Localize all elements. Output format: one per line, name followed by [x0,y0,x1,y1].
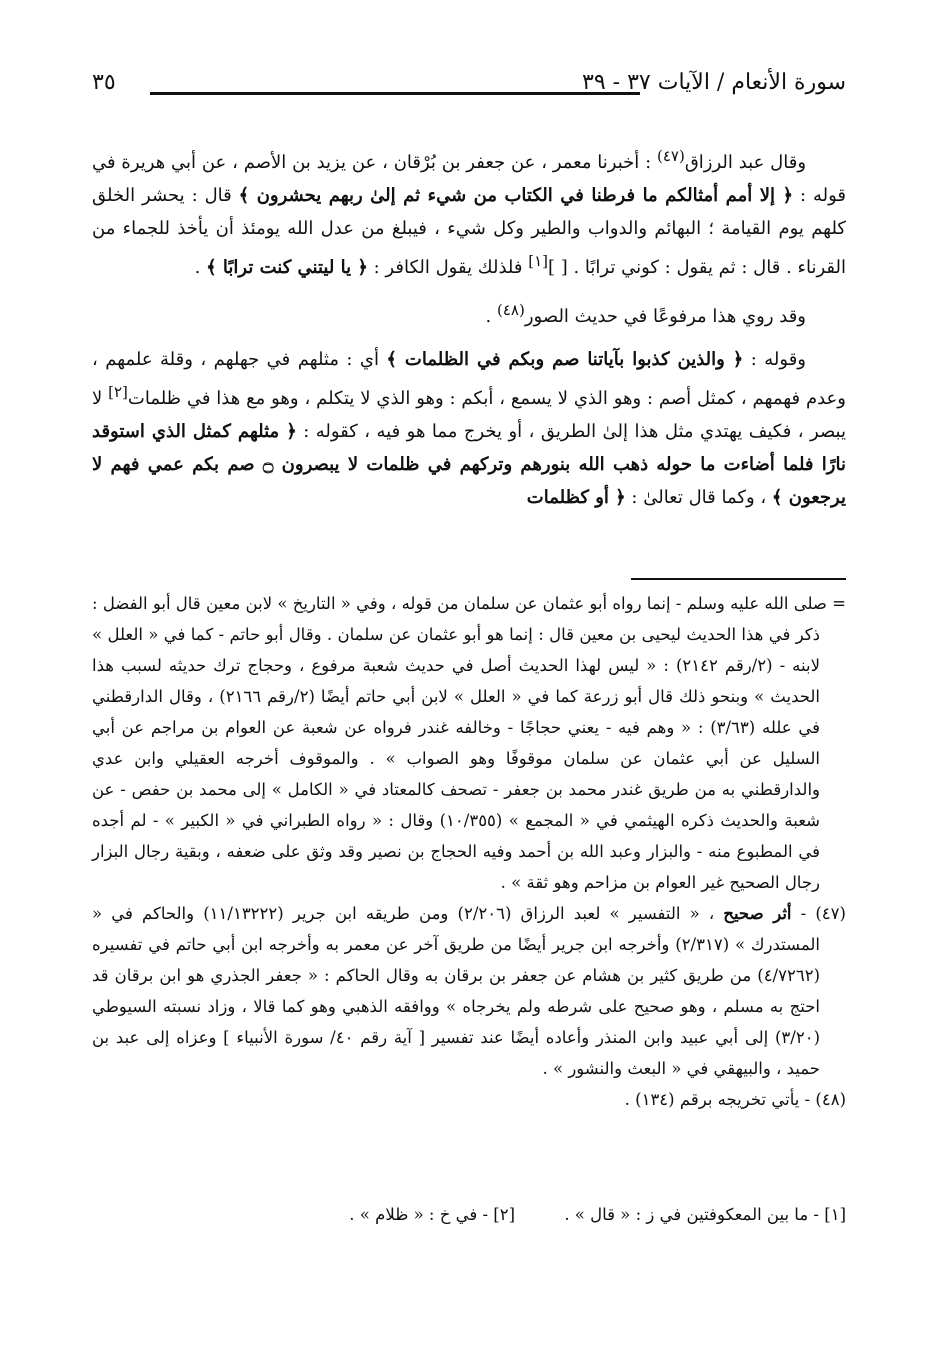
paragraph-1: وقال عبد الرزاق$^{(٤٧)}$ : أخبرنا معمر ، عن جعفر بن بُرْقان ، عن يزيد بن الأصم ، عن أبي هريرة في قوله : ﴿ إلا أمم أمثالكم ما فرطنا في الكتاب من شيء ثم إلىٰ ربهم يحشرون ﴾ قال : يحشر الخلق كلهم يوم القيامة ؛ البهائم والدواب والطير وكل شيء ، فيبلغ من عدل الله يومئذ أن يأخذ للجماء من القرناء . قال : ثم يقول : كوني ترابًا . [ ][١] فلذلك يقول الكافر : ﴿ يا ليتني كنت ترابًا ﴾ . [92,147,847,278]
paragraph-3: وقوله : ﴿ والذين كذبوا بآياتنا صم وبكم في الظلمات ﴾ أي : مثلهم في جهلهم ، وقلة علمهم ، وعدم فهمهم ، كمثل أصم : وهو الذي لا يسمع ، أبكم : وهو الذي لا يتكلم ، وهو مع هذا في ظلمات[٢] لا يبصر ، فكيف يهتدي مثل هذا إلىٰ الطريق ، أو يخرج مما هو فيه ، كقوله : ﴿ مثلهم كمثل الذي استوقد نارًا فلما أضاءت ما حوله ذهب الله بنورهم وتركهم في ظلمات لا يبصرون ۝ صم بكم عمي فهم لا يرجعون ﴾ ، وكما قال تعالىٰ : ﴿ أو كظلمات [92,349,846,508]
running-title: سورة الأنعام / الآيات ٣٧ - ٣٩ [582,70,846,95]
paragraph-2: وقد روي هذا مرفوعًا في حديث الصور$^{(٤٨)}$ . [485,301,806,327]
footnote-ref-48: (٤٨) [497,301,525,319]
page-header [92,70,846,110]
variant-ref-2: [٢] [108,383,128,401]
footnote-48: (٤٨) - يأتي تخريجه برقم (١٣٤) . [624,1090,846,1109]
hadith-grade: أثر صحيح [723,904,792,923]
footnote-separator [631,578,846,580]
footnote-47: (٤٧) - أثر صحيح ، « التفسير » لعبد الرزاق (٢/٢٠٦) ومن طريقه ابن جرير (١١/١٣٢٢٢) والحاكم في « المستدرك » (٢/٣١٧) وأخرجه ابن جرير أيضًا من طريق آخر عن معمر به وأخرجه ابن أبي حاتم في تفسيره (٤/٧٢٦٢) من طريق كثير بن هشام عن جعفر بن برقان به وقال الحاكم : « جعفر الجذري هو ابن برقان قد احتج به مسلم ، وهو صحيح على شرطه ولم يخرجاه » ووافقه الذهبي وهو كما قالا ، وزاد نسبته السيوطي (٣/٢٠) إلى أبي عبيد وابن المنذر وأعاده أيضًا عند تفسير [ آية رقم ٤٠/ سورة الأنبياء ] وعزاه إلى عبد بن حميد ، والبيهقي في « البعث والنشور » . [92,904,846,1078]
quran-verse: ﴿ مثلهم كمثل الذي استوقد نارًا فلما أضاءت ما حوله ذهب الله بنورهم وتركهم في ظلمات لا يبصرون ۝ صم بكم عمي فهم لا يرجعون ﴾ [92,421,846,508]
page-number: ٣٥ [92,70,116,95]
quran-verse: ﴿ يا ليتني كنت ترابًا ﴾ [206,257,368,278]
variant-ref-1: [١] [528,252,548,270]
variant-note-1: [١] - ما بين المعكوفتين في ز : « قال » . [564,1205,846,1224]
footnotes [92,588,846,1115]
footnote-continuation: = صلى الله عليه وسلم - إنما رواه أبو عثمان عن سلمان من قوله ، وفي « التاريخ » لابن معين قال أبو الفضل : ذكر في هذا الحديث ليحيى بن معين قال : إنما هو أبو عثمان عن سلمان . وقال أبو حاتم - كما في « العلل » لابنه - (٢/رقم ٢١٤٢) : « ليس لهذا الحديث أصل في حديث شعبة مرفوع ، وحجاج ترك حديثه لسبب هذا الحديث » وبنحو ذلك قال أبو زرعة كما في « العلل » لابن أبي حاتم أيضًا (٢/رقم ٢١٦٦) ، وقال الدارقطني في علله (٣/٦٣) : « وهم فيه - يعني حجاجًا - وخالفه غندر فرواه عن شعبة عن العوام بن مراجم عن أبي السليل عن أبي عثمان عن سلمان موقوفًا وهو الصواب » . والموقوف أخرجه العقيلي وابن عدي والدارقطني به من طريق غندر محمد بن جعفر - تصحف كالمعتاد في « الكامل » إلى محمد بن حفص - عن شعبة والحديث ذكره الهيثمي في « المجمع » (١٠/٣٥٥) وقال : « رواه الطبراني في « الكبير » - لم أجده في المطبوع منه - والبزار وعبد الله بن أحمد وفيه الحجاج بن نصير وقد وثق على ضعفه ، وبقية رجال البزار رجال الصحيح غير العوام بن مزاحم وهو ثقة » . [92,594,846,892]
header-rule [150,92,640,95]
main-text [92,140,846,524]
variant-notes [92,1200,846,1230]
quran-verse: ﴿ إلا أمم أمثالكم ما فرطنا في الكتاب من شيء ثم إلىٰ ربهم يحشرون ﴾ [238,185,794,206]
footnote-ref-47: (٤٧) [656,147,685,165]
quran-verse: ﴿ والذين كذبوا بآياتنا صم وبكم في الظلمات ﴾ [386,349,744,370]
quran-verse: ﴿ أو كظلمات [526,487,626,508]
variant-note-2: [٢] - في خ : « ظلام » . [349,1205,516,1224]
